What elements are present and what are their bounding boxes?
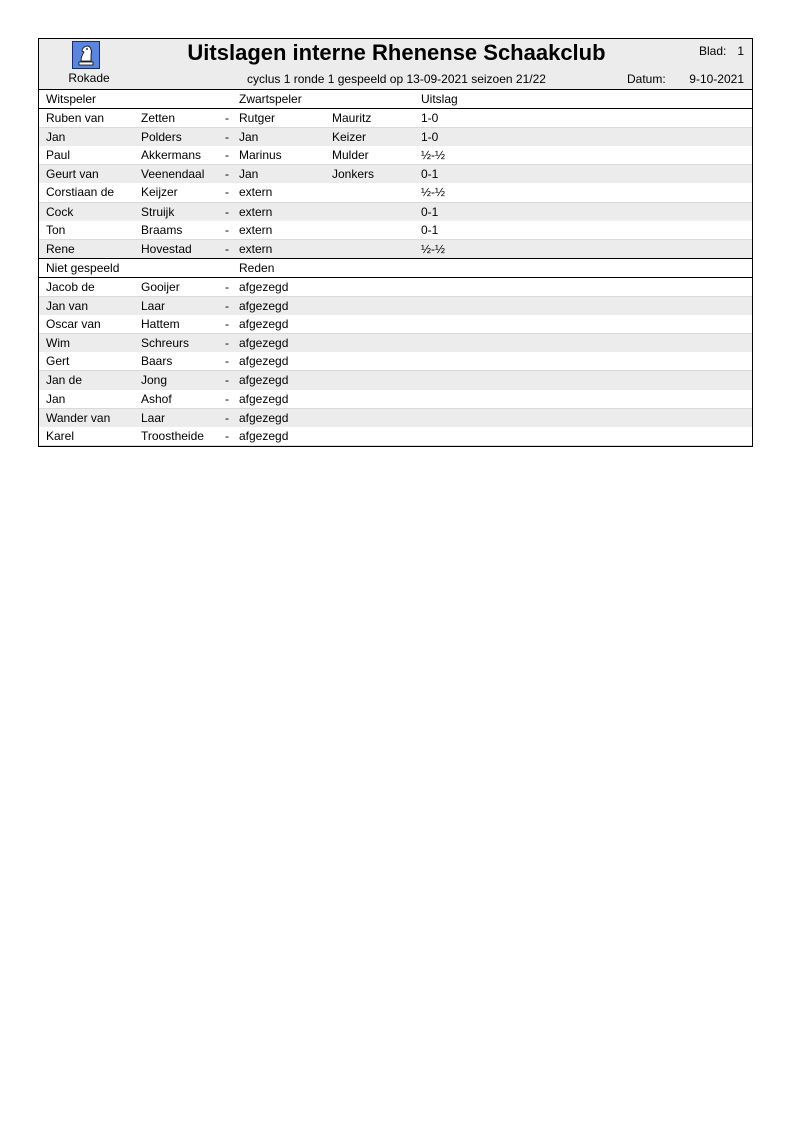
game-result: 0-1 xyxy=(421,222,439,237)
table-row xyxy=(39,128,752,146)
separator-dash: - xyxy=(225,279,229,294)
game-result: ½-½ xyxy=(421,148,446,163)
table-row xyxy=(39,240,752,258)
separator-dash: - xyxy=(225,222,229,237)
not-played-header: Niet gespeeld xyxy=(46,260,120,275)
separator-dash: - xyxy=(225,428,229,443)
absence-reason: afgezegd xyxy=(239,336,289,351)
not-played-header-row xyxy=(39,258,752,278)
black-first-name: Jan xyxy=(239,167,259,182)
separator-dash: - xyxy=(225,354,229,369)
table-row xyxy=(39,352,752,371)
black-last-name: Keizer xyxy=(332,130,367,145)
white-first-name: Cock xyxy=(46,204,74,219)
table-row xyxy=(39,371,752,389)
absence-reason: afgezegd xyxy=(239,279,289,294)
game-result: ½-½ xyxy=(421,185,446,200)
separator-dash: - xyxy=(225,241,229,256)
black-last-name: Mulder xyxy=(332,148,369,163)
player-first-name: Oscar van xyxy=(46,317,101,332)
black-last-name: Mauritz xyxy=(332,111,372,126)
separator-dash: - xyxy=(225,167,229,182)
player-first-name: Jan de xyxy=(46,373,83,388)
date-value: 9-10-2021 xyxy=(689,72,744,86)
white-first-name: Ton xyxy=(46,222,66,237)
player-last-name: Schreurs xyxy=(141,336,190,351)
black-first-name: extern xyxy=(239,204,273,219)
white-first-name: Corstiaan de xyxy=(46,185,115,200)
sheet-header xyxy=(39,39,752,90)
sheet-label: Blad: xyxy=(699,44,727,58)
player-last-name: Laar xyxy=(141,299,166,314)
player-last-name: Laar xyxy=(141,410,166,425)
chess-knight-icon xyxy=(72,41,100,69)
game-result: 1-0 xyxy=(421,111,439,126)
table-row xyxy=(39,297,752,315)
white-last-name: Hovestad xyxy=(141,241,192,256)
player-first-name: Jacob de xyxy=(46,279,95,294)
separator-dash: - xyxy=(225,317,229,332)
table-row xyxy=(39,203,752,221)
white-first-name: Rene xyxy=(46,241,75,256)
table-row xyxy=(39,334,752,352)
absence-reason: afgezegd xyxy=(239,354,289,369)
table-row xyxy=(39,109,752,128)
game-result: 0-1 xyxy=(421,204,439,219)
absence-reason: afgezegd xyxy=(239,299,289,314)
black-first-name: Rutger xyxy=(239,111,276,126)
sheet-number: 1 xyxy=(737,44,744,58)
black-player-header: Zwartspeler xyxy=(239,92,302,106)
player-last-name: Troostheide xyxy=(141,428,204,443)
player-first-name: Karel xyxy=(46,428,75,443)
game-result: ½-½ xyxy=(421,241,446,256)
table-row xyxy=(39,146,752,165)
separator-dash: - xyxy=(225,204,229,219)
absence-reason: afgezegd xyxy=(239,410,289,425)
separator-dash: - xyxy=(225,410,229,425)
absence-reason: afgezegd xyxy=(239,391,289,406)
reason-header: Reden xyxy=(239,260,275,275)
white-last-name: Akkermans xyxy=(141,148,202,163)
absence-reason: afgezegd xyxy=(239,428,289,443)
results-sheet xyxy=(38,38,753,447)
white-first-name: Paul xyxy=(46,148,71,163)
black-first-name: extern xyxy=(239,222,273,237)
results-table xyxy=(39,109,752,258)
black-first-name: extern xyxy=(239,185,273,200)
separator-dash: - xyxy=(225,130,229,145)
table-row xyxy=(39,165,752,183)
player-first-name: Wander van xyxy=(46,410,111,425)
black-first-name: extern xyxy=(239,241,273,256)
black-first-name: Jan xyxy=(239,130,259,145)
black-first-name: Marinus xyxy=(239,148,282,163)
not-played-table xyxy=(39,278,752,446)
white-first-name: Ruben van xyxy=(46,111,105,126)
table-row xyxy=(39,315,752,334)
date-label: Datum: xyxy=(627,72,666,86)
white-last-name: Polders xyxy=(141,130,182,145)
separator-dash: - xyxy=(225,111,229,126)
player-last-name: Ashof xyxy=(141,391,172,406)
separator-dash: - xyxy=(225,148,229,163)
table-row xyxy=(39,278,752,297)
player-first-name: Wim xyxy=(46,336,70,351)
club-logo-label: Rokade xyxy=(68,71,110,85)
separator-dash: - xyxy=(225,373,229,388)
white-last-name: Keijzer xyxy=(141,185,178,200)
page-title: Uitslagen interne Rhenense Schaakclub xyxy=(187,40,606,65)
player-last-name: Hattem xyxy=(141,317,180,332)
player-first-name: Gert xyxy=(46,354,70,369)
separator-dash: - xyxy=(225,336,229,351)
player-first-name: Jan van xyxy=(46,299,89,314)
white-last-name: Braams xyxy=(141,222,183,237)
table-row xyxy=(39,390,752,409)
table-row xyxy=(39,183,752,202)
black-last-name: Jonkers xyxy=(332,167,375,182)
game-result: 1-0 xyxy=(421,130,439,145)
player-last-name: Jong xyxy=(141,373,168,388)
white-last-name: Struijk xyxy=(141,204,175,219)
table-row xyxy=(39,427,752,446)
player-last-name: Baars xyxy=(141,354,173,369)
white-last-name: Veenendaal xyxy=(141,167,205,182)
absence-reason: afgezegd xyxy=(239,317,289,332)
player-first-name: Jan xyxy=(46,391,66,406)
separator-dash: - xyxy=(225,391,229,406)
separator-dash: - xyxy=(225,299,229,314)
table-row xyxy=(39,409,752,427)
player-last-name: Gooijer xyxy=(141,279,180,294)
results-header-row xyxy=(39,90,752,109)
white-first-name: Geurt van xyxy=(46,167,99,182)
white-last-name: Zetten xyxy=(141,111,176,126)
absence-reason: afgezegd xyxy=(239,373,289,388)
table-row xyxy=(39,221,752,240)
white-first-name: Jan xyxy=(46,130,66,145)
game-result: 0-1 xyxy=(421,167,439,182)
separator-dash: - xyxy=(225,185,229,200)
round-subtitle: cyclus 1 ronde 1 gespeeld op 13-09-2021 seizoen 21/22 xyxy=(247,72,546,86)
white-player-header: Witspeler xyxy=(46,92,97,106)
result-header: Uitslag xyxy=(421,92,458,106)
